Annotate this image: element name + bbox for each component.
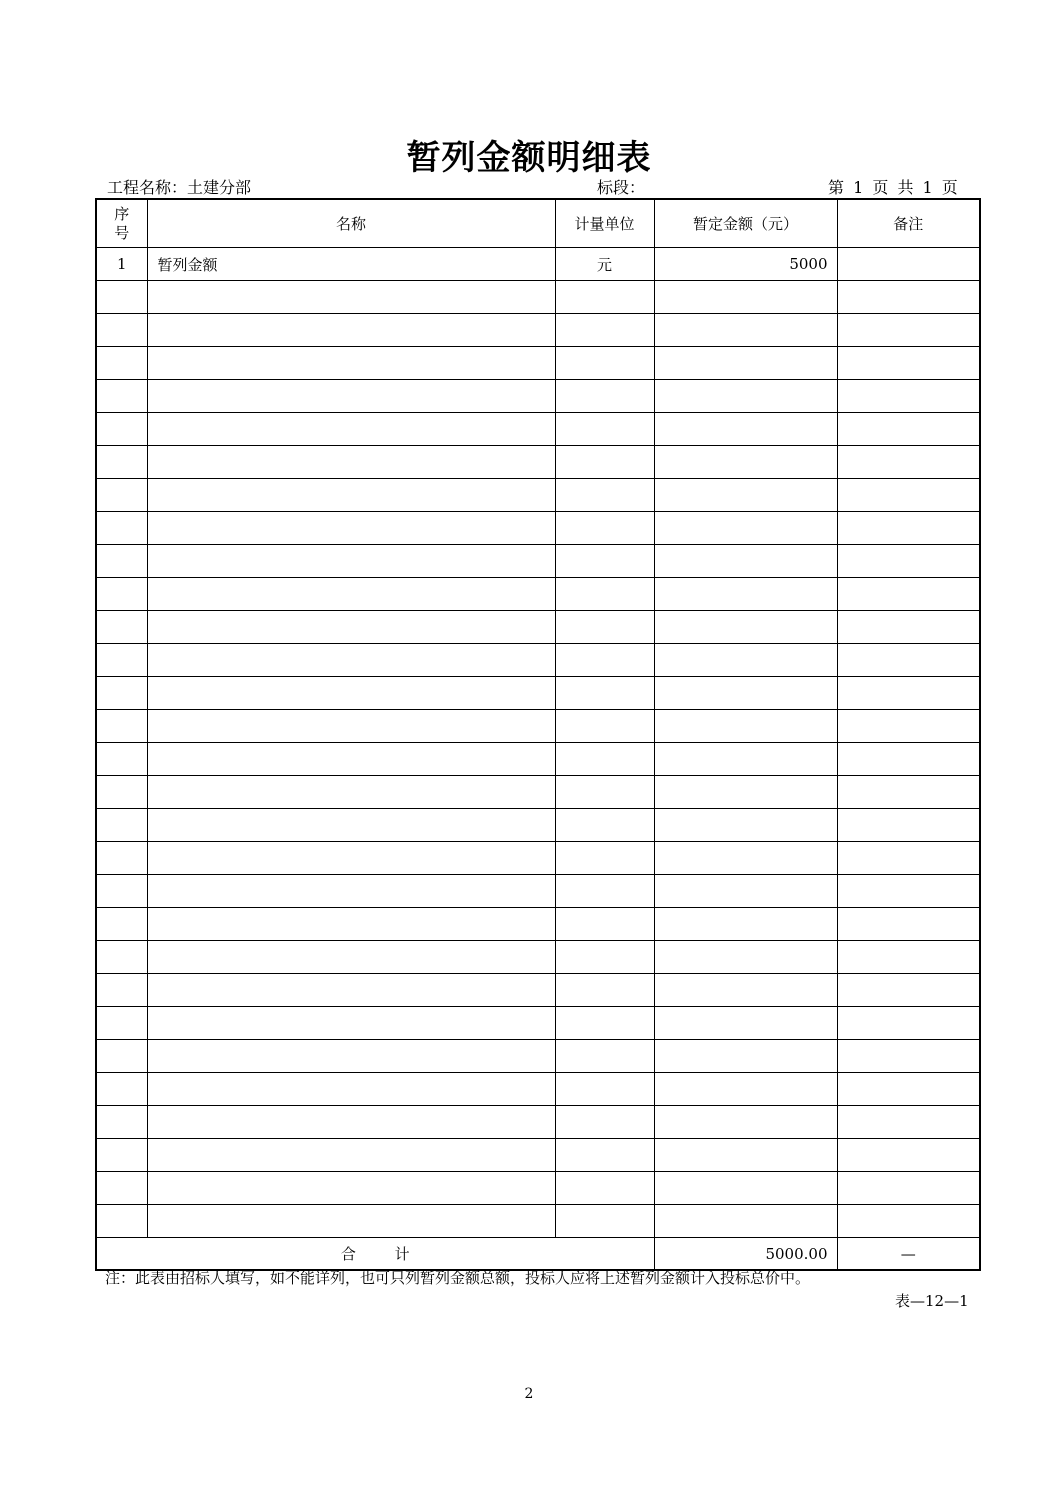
cell-remark [837, 941, 980, 974]
cell-seq [96, 611, 147, 644]
cell-name [147, 1205, 555, 1238]
cell-amount [654, 281, 837, 314]
cell-remark [837, 1106, 980, 1139]
cell-seq [96, 479, 147, 512]
cell-amount [654, 875, 837, 908]
provisional-sum-table [95, 198, 981, 1271]
cell-amount [654, 1139, 837, 1172]
header-unit: 计量单位 [555, 199, 654, 248]
cell-seq [96, 512, 147, 545]
cell-seq [96, 644, 147, 677]
table-row [96, 710, 980, 743]
cell-unit [555, 842, 654, 875]
cell-unit [555, 710, 654, 743]
cell-amount: 5000 [654, 248, 837, 281]
cell-remark [837, 875, 980, 908]
cell-name [147, 347, 555, 380]
table-row [96, 545, 980, 578]
cell-remark [837, 743, 980, 776]
cell-amount [654, 545, 837, 578]
cell-unit [555, 281, 654, 314]
cell-remark [837, 281, 980, 314]
cell-remark [837, 1040, 980, 1073]
cell-unit [555, 644, 654, 677]
cell-seq [96, 842, 147, 875]
project-name: 工程名称：土建分部 [107, 178, 252, 197]
table-row [96, 974, 980, 1007]
cell-name [147, 875, 555, 908]
cell-unit [555, 347, 654, 380]
total-amount: 5000.00 [654, 1238, 837, 1271]
cell-amount [654, 512, 837, 545]
cell-name [147, 1106, 555, 1139]
page-number: 2 [524, 1386, 534, 1402]
cell-amount [654, 1007, 837, 1040]
cell-remark [837, 347, 980, 380]
header-amount: 暂定金额（元） [654, 199, 837, 248]
cell-seq [96, 314, 147, 347]
cell-unit [555, 314, 654, 347]
cell-name [147, 842, 555, 875]
table-row [96, 611, 980, 644]
cell-seq [96, 974, 147, 1007]
cell-unit: 元 [555, 248, 654, 281]
form-number: 表—12—1 [895, 1292, 969, 1310]
cell-remark [837, 1172, 980, 1205]
total-label: 合 计 [96, 1238, 654, 1271]
cell-amount [654, 644, 837, 677]
cell-amount [654, 974, 837, 1007]
cell-remark [837, 776, 980, 809]
paging-info: 第 1 页 共 1 页 [828, 178, 958, 197]
table-row [96, 347, 980, 380]
cell-remark [837, 611, 980, 644]
table-row [96, 842, 980, 875]
cell-name [147, 1139, 555, 1172]
table-row [96, 380, 980, 413]
footnote: 注：此表由招标人填写，如不能详列，也可只列暂列金额总额，投标人应将上述暂列金额计入投标总价中。 [105, 1269, 811, 1287]
cell-name [147, 281, 555, 314]
cell-seq [96, 908, 147, 941]
cell-unit [555, 677, 654, 710]
table-row [96, 1172, 980, 1205]
cell-seq [96, 1007, 147, 1040]
cell-seq [96, 1205, 147, 1238]
cell-amount [654, 1040, 837, 1073]
cell-remark [837, 380, 980, 413]
page-title: 暂列金额明细表 [406, 138, 652, 178]
cell-unit [555, 380, 654, 413]
cell-name [147, 743, 555, 776]
cell-unit [555, 1205, 654, 1238]
cell-unit [555, 545, 654, 578]
cell-seq [96, 545, 147, 578]
cell-amount [654, 1073, 837, 1106]
cell-unit [555, 446, 654, 479]
cell-name [147, 1073, 555, 1106]
cell-remark [837, 314, 980, 347]
table-row [96, 248, 980, 281]
cell-seq [96, 1139, 147, 1172]
cell-unit [555, 908, 654, 941]
cell-amount [654, 314, 837, 347]
cell-unit [555, 1172, 654, 1205]
table-row [96, 479, 980, 512]
cell-amount [654, 710, 837, 743]
cell-seq [96, 1040, 147, 1073]
table-row [96, 941, 980, 974]
cell-name [147, 545, 555, 578]
cell-name [147, 710, 555, 743]
cell-seq [96, 413, 147, 446]
header-seq [96, 199, 147, 248]
cell-remark [837, 413, 980, 446]
cell-seq [96, 941, 147, 974]
cell-unit [555, 1073, 654, 1106]
cell-remark [837, 248, 980, 281]
cell-unit [555, 578, 654, 611]
cell-amount [654, 809, 837, 842]
cell-unit [555, 743, 654, 776]
cell-amount [654, 578, 837, 611]
section-label: 标段： [597, 178, 646, 197]
cell-remark [837, 545, 980, 578]
cell-amount [654, 380, 837, 413]
cell-name [147, 512, 555, 545]
cell-amount [654, 941, 837, 974]
table-row [96, 446, 980, 479]
table-row [96, 809, 980, 842]
header-seq-line1: 序 [114, 204, 130, 223]
cell-remark [837, 1205, 980, 1238]
table-row [96, 677, 980, 710]
cell-amount [654, 908, 837, 941]
cell-seq [96, 347, 147, 380]
total-row [96, 1238, 980, 1271]
cell-seq [96, 380, 147, 413]
cell-unit [555, 974, 654, 1007]
cell-name [147, 1007, 555, 1040]
cell-name [147, 974, 555, 1007]
cell-remark [837, 1073, 980, 1106]
cell-unit [555, 1007, 654, 1040]
total-remark: — [837, 1238, 980, 1271]
cell-seq [96, 677, 147, 710]
cell-unit [555, 875, 654, 908]
cell-amount [654, 1172, 837, 1205]
cell-unit [555, 479, 654, 512]
cell-name [147, 1040, 555, 1073]
cell-seq [96, 1172, 147, 1205]
cell-unit [555, 809, 654, 842]
cell-amount [654, 413, 837, 446]
table-row [96, 644, 980, 677]
cell-seq [96, 578, 147, 611]
cell-seq [96, 710, 147, 743]
table-row [96, 578, 980, 611]
cell-seq [96, 776, 147, 809]
cell-remark [837, 842, 980, 875]
table-row [96, 1040, 980, 1073]
cell-amount [654, 446, 837, 479]
cell-name [147, 776, 555, 809]
cell-remark [837, 1139, 980, 1172]
cell-amount [654, 1205, 837, 1238]
cell-remark [837, 1007, 980, 1040]
cell-unit [555, 1106, 654, 1139]
header-name: 名称 [147, 199, 555, 248]
table-row [96, 512, 980, 545]
cell-unit [555, 776, 654, 809]
cell-amount [654, 743, 837, 776]
cell-seq: 1 [96, 248, 147, 281]
cell-remark [837, 908, 980, 941]
cell-seq [96, 1073, 147, 1106]
cell-remark [837, 578, 980, 611]
cell-seq [96, 809, 147, 842]
cell-unit [555, 1040, 654, 1073]
cell-seq [96, 743, 147, 776]
cell-name [147, 479, 555, 512]
cell-remark [837, 644, 980, 677]
cell-seq [96, 281, 147, 314]
cell-amount [654, 479, 837, 512]
table-row [96, 776, 980, 809]
cell-remark [837, 512, 980, 545]
cell-remark [837, 677, 980, 710]
table-row [96, 743, 980, 776]
cell-unit [555, 413, 654, 446]
table-row [96, 875, 980, 908]
cell-amount [654, 677, 837, 710]
cell-amount [654, 842, 837, 875]
cell-name [147, 611, 555, 644]
cell-unit [555, 611, 654, 644]
cell-seq [96, 446, 147, 479]
cell-remark [837, 710, 980, 743]
table-row [96, 314, 980, 347]
cell-unit [555, 1139, 654, 1172]
cell-amount [654, 776, 837, 809]
table-row [96, 281, 980, 314]
cell-amount [654, 347, 837, 380]
table-row [96, 1073, 980, 1106]
cell-name: 暂列金额 [147, 248, 555, 281]
table-row [96, 1007, 980, 1040]
cell-remark [837, 446, 980, 479]
table-row [96, 1106, 980, 1139]
cell-name [147, 941, 555, 974]
cell-name [147, 908, 555, 941]
cell-unit [555, 512, 654, 545]
cell-name [147, 446, 555, 479]
cell-remark [837, 479, 980, 512]
cell-amount [654, 611, 837, 644]
cell-unit [555, 941, 654, 974]
table-row [96, 1139, 980, 1172]
table-header-row [96, 199, 980, 248]
table-row [96, 908, 980, 941]
cell-seq [96, 1106, 147, 1139]
cell-name [147, 314, 555, 347]
cell-name [147, 809, 555, 842]
cell-name [147, 380, 555, 413]
header-remark: 备注 [837, 199, 980, 248]
cell-remark [837, 809, 980, 842]
cell-name [147, 644, 555, 677]
cell-name [147, 413, 555, 446]
cell-amount [654, 1106, 837, 1139]
cell-remark [837, 974, 980, 1007]
table-row [96, 1205, 980, 1238]
cell-name [147, 1172, 555, 1205]
header-seq-line2: 号 [114, 223, 130, 242]
cell-seq [96, 875, 147, 908]
cell-name [147, 677, 555, 710]
table-row [96, 413, 980, 446]
cell-name [147, 578, 555, 611]
